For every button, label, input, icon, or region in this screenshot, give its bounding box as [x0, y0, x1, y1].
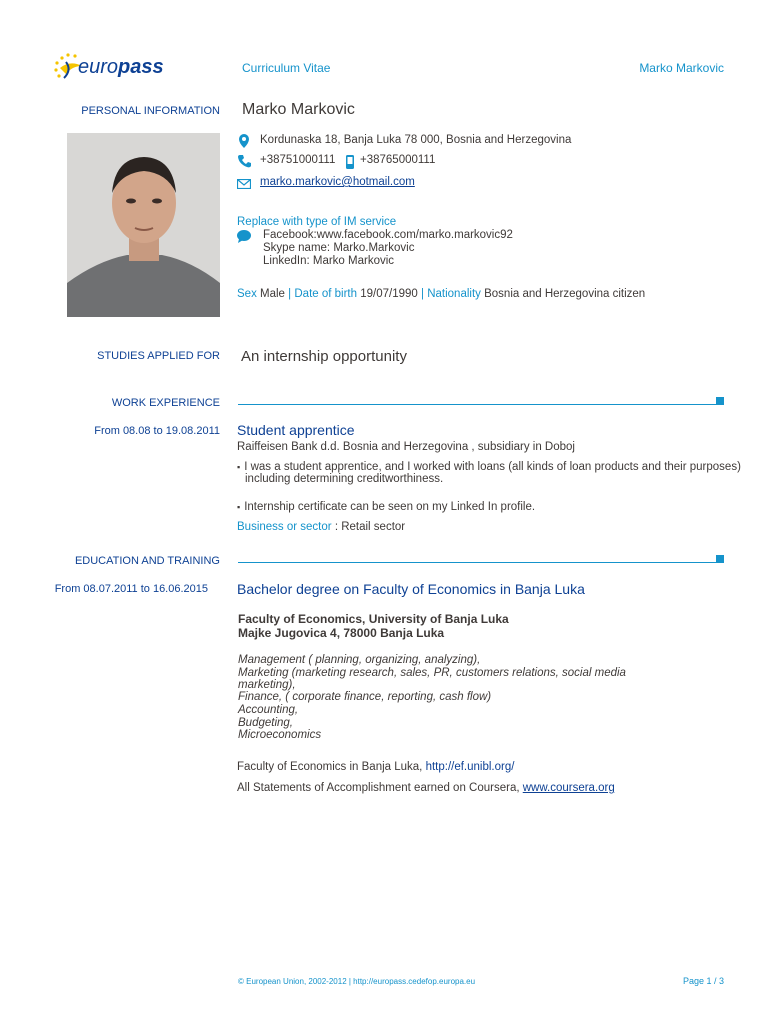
- email-icon: [237, 179, 251, 189]
- education-dates: From 08.07.2011 to 16.06.2015: [54, 583, 208, 595]
- section-label-personal: PERSONAL INFORMATION: [81, 105, 220, 117]
- sex-label: Sex: [237, 288, 257, 300]
- section-label-education: EDUCATION AND TRAINING: [74, 555, 220, 567]
- education-subject: Microeconomics: [238, 729, 322, 741]
- sector-value: : Retail sector: [334, 521, 406, 533]
- work-sector-line: [237, 521, 405, 533]
- nationality-value: Bosnia and Herzegovina citizen: [484, 288, 646, 300]
- personal-details-line: [237, 288, 645, 300]
- profile-photo: [67, 133, 220, 317]
- section-rule-work: [238, 404, 716, 405]
- im-line-skype: Skype name: Marko.Markovic: [263, 242, 415, 254]
- work-employer: Raiffeisen Bank d.d. Bosnia and Herzegovina , subsidiary in Doboj: [237, 441, 575, 453]
- chat-bubble-icon: [237, 230, 251, 243]
- dob-value: 19/07/1990: [360, 288, 418, 300]
- faculty-link[interactable]: http://ef.unibl.org/: [425, 761, 515, 773]
- phone-number: +38751000111: [260, 154, 336, 166]
- education-org-line-1: Faculty of Economics, University of Banja Luka: [238, 612, 509, 626]
- header-name: Marko Markovic: [639, 61, 724, 75]
- coursera-text: All Statements of Accomplishment earned on Coursera,: [237, 782, 523, 794]
- full-name: Marko Markovic: [242, 101, 355, 118]
- nationality-label: Nationality: [427, 288, 481, 300]
- logo-text-euro: euro: [78, 56, 119, 78]
- section-label-studies: STUDIES APPLIED FOR: [97, 350, 220, 362]
- education-subject: Management ( planning, organizing, analyzing),: [238, 654, 481, 666]
- im-service-label: Replace with type of IM service: [237, 216, 397, 228]
- section-rule-education: [238, 562, 716, 563]
- education-subject: Accounting,: [238, 704, 299, 716]
- separator: |: [421, 288, 424, 300]
- mobile-phone-icon: [345, 155, 355, 169]
- location-icon: [238, 134, 250, 148]
- education-org-line-2: Majke Jugovica 4, 78000 Banja Luka: [238, 626, 445, 640]
- footer-page-number: Page 1 / 3: [682, 976, 724, 986]
- sector-label: Business or sector: [237, 521, 332, 533]
- person-photo-icon: [67, 133, 220, 317]
- address-text: Kordunaska 18, Banja Luka 78 000, Bosnia and Herzegovina: [260, 134, 572, 146]
- work-bullet-1: ▪ I was a student apprentice, and I worked with loans (all kinds of loan products and their purposes): [237, 461, 741, 473]
- studies-value: An internship opportunity: [241, 348, 407, 365]
- section-rule-end-work: [716, 397, 724, 405]
- faculty-link-line: [237, 761, 514, 773]
- education-subject: Budgeting,: [238, 717, 293, 729]
- education-subject: marketing),: [238, 679, 296, 691]
- dob-label: Date of birth: [294, 288, 358, 300]
- phone-icon: [237, 154, 251, 168]
- education-subject: Finance, ( corporate finance, reporting, cash flow): [238, 691, 492, 703]
- email-link[interactable]: marko.markovic@hotmail.com: [260, 176, 415, 188]
- logo-text-pass: pass: [118, 56, 164, 78]
- separator: |: [288, 288, 292, 300]
- mobile-number: +38765000111: [360, 154, 436, 166]
- footer-copyright: © European Union, 2002-2012 | http://europass.cedefop.europa.eu: [238, 977, 476, 986]
- work-dates: From 08.08 to 19.08.2011: [94, 425, 220, 437]
- work-bullet-1-cont: including determining creditworthiness.: [245, 473, 444, 485]
- im-line-facebook: Facebook:www.facebook.com/marko.markovic92: [263, 229, 513, 241]
- section-rule-end-education: [716, 555, 724, 563]
- section-label-work: WORK EXPERIENCE: [111, 397, 220, 409]
- europass-logo: [52, 52, 162, 82]
- doc-title: Curriculum Vitae: [242, 61, 331, 75]
- faculty-text: Faculty of Economics in Banja Luka,: [237, 761, 426, 773]
- coursera-link[interactable]: www.coursera.org: [522, 782, 615, 794]
- work-title: Student apprentice: [237, 422, 355, 438]
- im-line-linkedin: LinkedIn: Marko Markovic: [263, 255, 395, 267]
- work-bullet-2: ▪ Internship certificate can be seen on my Linked In profile.: [237, 501, 535, 513]
- coursera-line: [237, 782, 615, 794]
- sex-value: Male: [260, 288, 285, 300]
- education-subject: Marketing (marketing research, sales, PR, customers relations, social media: [238, 667, 626, 679]
- education-title: Bachelor degree on Faculty of Economics in Banja Luka: [237, 581, 585, 597]
